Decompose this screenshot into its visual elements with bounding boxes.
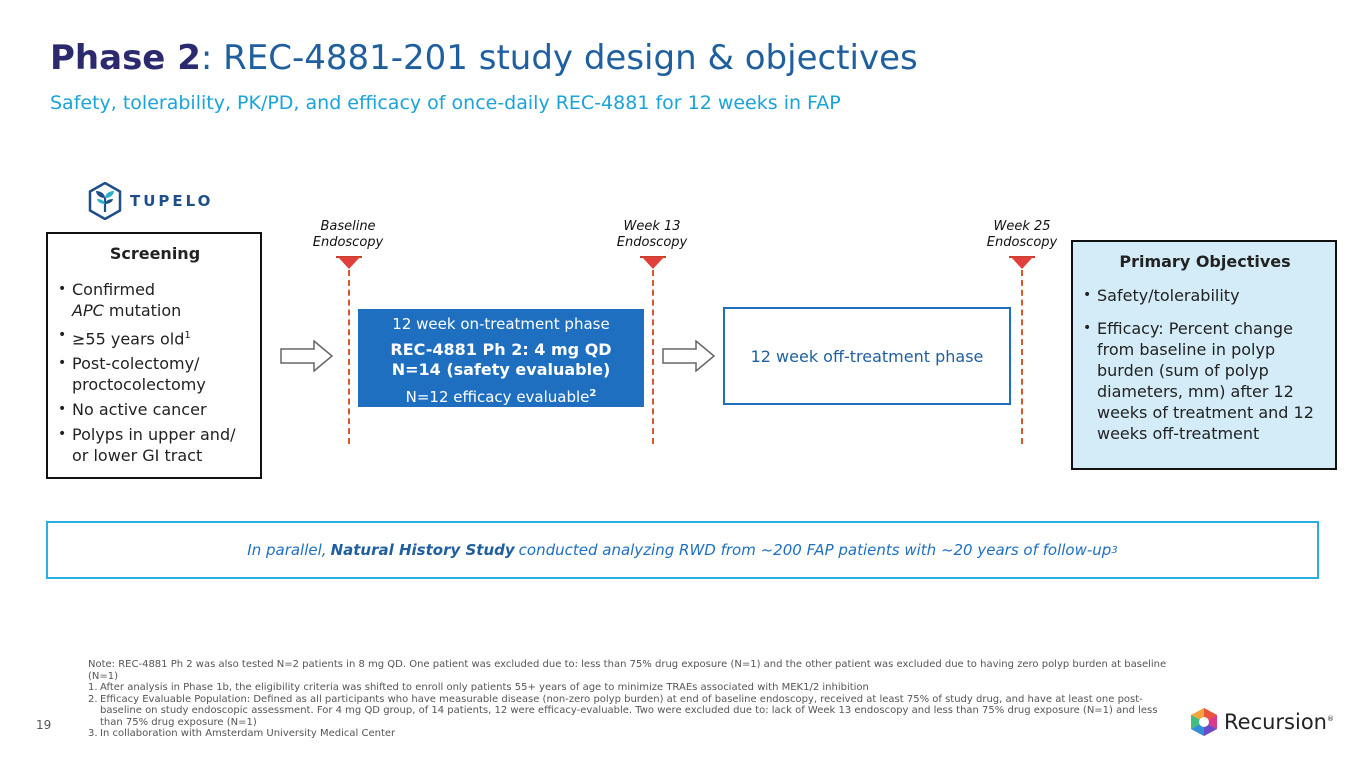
screening-heading: Screening: [109, 244, 201, 263]
off-treatment-label: 12 week off-treatment phase: [750, 346, 984, 366]
on-treatment-safety-n: N=14 (safety evaluable): [391, 360, 611, 379]
milestone-week25-line: [1021, 270, 1023, 444]
arrow-screening-to-treatment: [280, 340, 334, 372]
page-number: 19: [36, 718, 52, 732]
objectives-heading: Primary Objectives: [1119, 252, 1291, 271]
page-title: [50, 38, 918, 78]
parallel-sup: 3: [1111, 544, 1118, 556]
recursion-wordmark: Recursion®: [1224, 710, 1334, 734]
primary-objectives-box: [1071, 240, 1337, 470]
footnote-item: 2. Efficacy Evaluable Population: Defined as all participants who have measurable disease (non-zero polyp burden) at end of baseline endoscopy, received at least 75% of study drug, and have at least one post-baseline on study endoscopic assessment. For 4 mg QD group, of 14 patients, 12 were efficacy-evaluable. Two were excluded due to: lack of Week 13 endoscopy and less than 75% drug exposure (N=1) and less than 75% drug exposure (N=1): [88, 693, 1158, 728]
footnote-item: 1. After analysis in Phase 1b, the eligibility criteria was shifted to enroll only patients 55+ years of age to minimize TRAEs associated with MEK1/2 inhibition: [88, 682, 869, 693]
list-item: • Confirmed APC mutation: [58, 279, 252, 321]
milestone-week25-label: Week 25 Endoscopy: [986, 219, 1058, 250]
off-treatment-phase-box: [723, 307, 1011, 405]
natural-history-banner: [46, 521, 1319, 579]
on-treatment-dose: REC-4881 Ph 2: 4 mg QD: [390, 340, 612, 359]
footnotes: [88, 659, 1173, 740]
recursion-logo: [1190, 707, 1334, 737]
on-treatment-label: 12 week on-treatment phase: [392, 315, 610, 333]
milestone-week13-marker: [642, 257, 664, 269]
parallel-pre: In parallel,: [247, 541, 327, 559]
list-item: • Post-colectomy/ proctocolectomy: [58, 353, 252, 395]
milestone-week25-marker: [1011, 257, 1033, 269]
screening-box: [46, 232, 262, 479]
screening-criteria-list: [58, 279, 252, 466]
recursion-hex-icon: [1190, 707, 1218, 737]
footnote-note: Note: REC-4881 Ph 2 was also tested N=2 patients in 8 mg QD. One patient was excluded due to: less than 75% drug exposure (N=1) and the other patient was excluded due to having zero polyp burden at baseline (N=1): [88, 659, 1167, 682]
list-item: • No active cancer: [58, 399, 252, 420]
milestone-week13-line: [652, 270, 654, 444]
list-item: • Safety/tolerability: [1083, 285, 1327, 306]
objectives-list: [1083, 285, 1327, 444]
list-item: • Polyps in upper and/ or lower GI tract: [58, 424, 252, 466]
tupelo-logo-text: TUPELO: [130, 192, 214, 210]
parallel-post: conducted analyzing RWD from ~200 FAP patients with ~20 years of follow-up: [518, 541, 1112, 559]
tupelo-leaf-icon: [88, 182, 122, 220]
list-item: • Efficacy: Percent change from baseline in polyp burden (sum of polyp diameters, mm) after 12 weeks of treatment and 12 weeks off-treatment: [1083, 318, 1327, 444]
page-subtitle: Safety, tolerability, PK/PD, and efficacy of once-daily REC-4881 for 12 weeks in FAP: [50, 92, 841, 114]
parallel-bold: Natural History Study: [330, 541, 515, 559]
title-bold: Phase 2: [50, 38, 201, 78]
milestone-baseline-line: [348, 270, 350, 444]
arrow-treatment-to-off: [662, 340, 716, 372]
title-rest: : REC-4881-201 study design & objectives: [200, 38, 918, 78]
milestone-baseline-label: Baseline Endoscopy: [312, 219, 384, 250]
footnote-item: 3. In collaboration with Amsterdam University Medical Center: [88, 728, 396, 739]
list-item: • ≥55 years old$^1$: [58, 325, 252, 349]
on-treatment-phase-box: [358, 309, 644, 407]
milestone-week13-label: Week 13 Endoscopy: [616, 219, 688, 250]
tupelo-logo: [88, 182, 213, 220]
on-treatment-efficacy-n: N=12 efficacy evaluable$^2$: [405, 388, 597, 406]
milestone-baseline-marker: [338, 257, 360, 269]
